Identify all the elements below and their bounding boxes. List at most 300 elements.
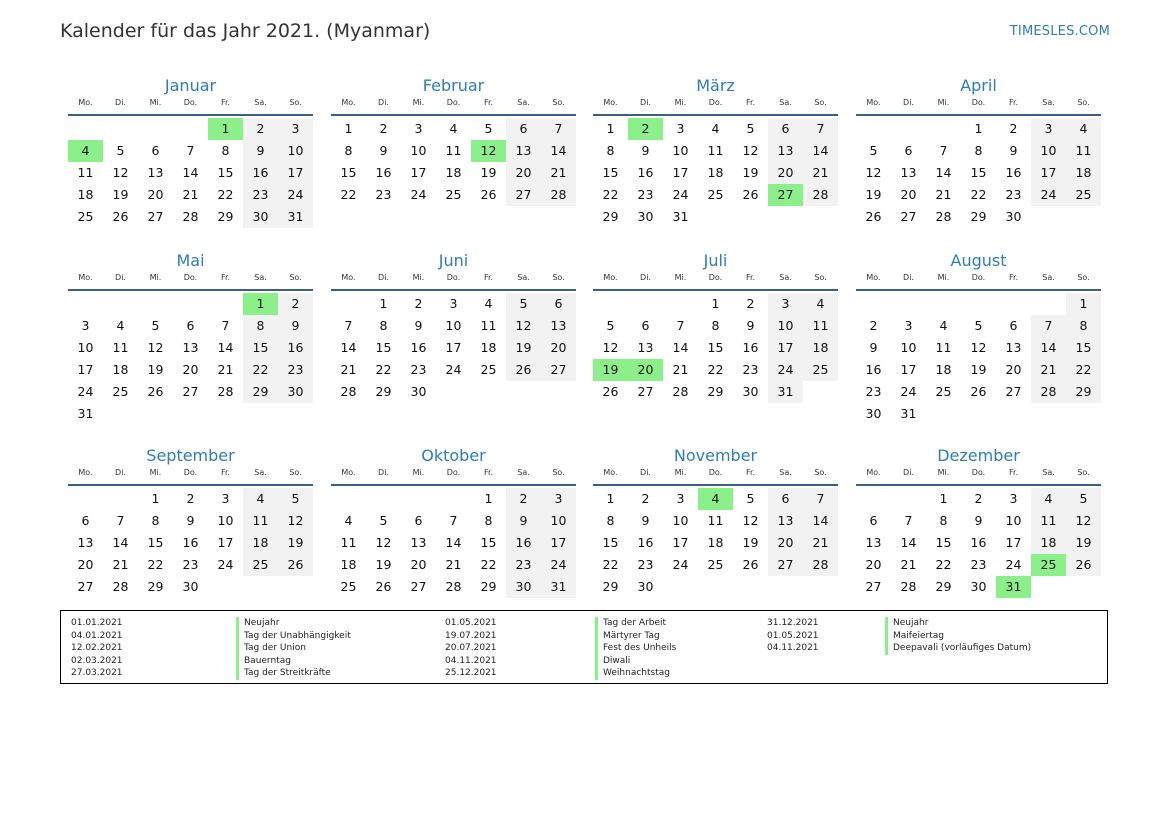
header-rule <box>856 484 1101 486</box>
day-cell: 28 <box>900 579 917 594</box>
day-cell: 16 <box>182 535 199 550</box>
day-cell: 19 <box>112 187 129 202</box>
day-cell: 18 <box>112 362 129 377</box>
week-row <box>856 576 1101 598</box>
day-cell: 8 <box>379 318 388 333</box>
day-cell: 4 <box>68 140 103 162</box>
day-cell: 25 <box>112 384 129 399</box>
day-cell: 6 <box>1009 318 1018 333</box>
weekday-label: So. <box>552 273 565 282</box>
weekday-label: Mo. <box>603 98 618 107</box>
week-row <box>68 510 313 532</box>
legend-row <box>767 617 1097 630</box>
day-cell: 4 <box>711 121 720 136</box>
day-cell: 26 <box>147 384 164 399</box>
legend-row <box>71 617 401 630</box>
week-row <box>856 510 1101 532</box>
week-row <box>331 576 576 598</box>
weekday-header <box>593 467 838 479</box>
weekday-label: So. <box>552 98 565 107</box>
holiday-name: Tag der Arbeit <box>595 617 666 630</box>
day-cell: 30 <box>1005 209 1022 224</box>
day-cell: 2 <box>746 296 755 311</box>
day-cell: 14 <box>672 340 689 355</box>
day-cell: 4 <box>344 513 353 528</box>
week-row <box>856 488 1101 510</box>
day-cell: 17 <box>672 165 689 180</box>
day-cell: 9 <box>869 340 878 355</box>
weekday-label: Do. <box>446 468 461 477</box>
day-cell: 30 <box>865 406 882 421</box>
weekday-label: Sa. <box>1042 98 1055 107</box>
day-cell: 13 <box>865 535 882 550</box>
month-name: Juni <box>438 251 469 270</box>
month-name: November <box>673 446 758 465</box>
day-cell: 20 <box>541 337 576 359</box>
day-cell: 22 <box>935 557 952 572</box>
legend-column <box>767 617 1097 655</box>
day-cell: 20 <box>768 162 803 184</box>
day-cell: 9 <box>1009 143 1018 158</box>
day-cell: 31 <box>278 206 313 228</box>
day-cell: 25 <box>445 187 462 202</box>
day-cell: 1 <box>606 121 615 136</box>
day-cell: 2 <box>974 491 983 506</box>
day-cell: 11 <box>803 315 838 337</box>
day-cell: 18 <box>1066 162 1101 184</box>
day-cell: 19 <box>147 362 164 377</box>
weekday-label: Sa. <box>254 98 267 107</box>
day-cell: 2 <box>186 491 195 506</box>
weekday-label: Fr. <box>483 273 494 282</box>
day-cell: 8 <box>606 513 615 528</box>
day-cell: 8 <box>1066 315 1101 337</box>
empty-cell <box>803 576 838 598</box>
weekday-label: Sa. <box>1042 468 1055 477</box>
day-cell: 24 <box>1005 557 1022 572</box>
weekday-label: Do. <box>183 468 198 477</box>
day-cell: 16 <box>278 337 313 359</box>
day-cell: 31 <box>768 381 803 403</box>
weekday-label: So. <box>1077 273 1090 282</box>
day-cell: 27 <box>77 579 94 594</box>
day-cell: 21 <box>1031 359 1066 381</box>
week-row <box>68 554 313 576</box>
weekday-label: So. <box>289 468 302 477</box>
day-cell: 25 <box>480 362 497 377</box>
day-cell: 10 <box>77 340 94 355</box>
day-cell: 15 <box>602 535 619 550</box>
weekday-label: Mo. <box>78 273 93 282</box>
day-cell: 8 <box>606 143 615 158</box>
day-cell: 17 <box>768 337 803 359</box>
day-cell: 28 <box>672 384 689 399</box>
legend-row <box>445 667 775 680</box>
day-cell: 25 <box>1031 554 1066 576</box>
day-cell: 13 <box>506 140 541 162</box>
day-cell: 22 <box>340 187 357 202</box>
day-cell: 1 <box>208 118 243 140</box>
day-cell: 9 <box>641 513 650 528</box>
day-cell: 18 <box>935 362 952 377</box>
day-cell: 6 <box>151 143 160 158</box>
empty-cell <box>803 206 838 228</box>
day-cell: 25 <box>243 554 278 576</box>
weekday-label: So. <box>1077 98 1090 107</box>
day-cell: 7 <box>1031 315 1066 337</box>
week-row <box>593 576 838 598</box>
day-cell: 4 <box>1066 118 1101 140</box>
empty-cell <box>961 403 996 425</box>
holiday-name: Diwali <box>595 655 630 668</box>
day-cell: 23 <box>1005 187 1022 202</box>
week-row <box>68 184 313 206</box>
day-cell: 6 <box>414 513 423 528</box>
day-cell: 25 <box>77 209 94 224</box>
empty-cell <box>593 293 628 315</box>
day-cell: 25 <box>935 384 952 399</box>
empty-cell <box>436 488 471 510</box>
day-cell: 16 <box>742 340 759 355</box>
weekday-label: Do. <box>446 273 461 282</box>
day-cell: 12 <box>278 510 313 532</box>
day-cell: 2 <box>243 118 278 140</box>
weekday-label: Sa. <box>517 98 530 107</box>
day-cell: 7 <box>344 318 353 333</box>
day-cell: 5 <box>606 318 615 333</box>
day-cell: 20 <box>900 187 917 202</box>
week-row <box>856 532 1101 554</box>
month-name: August <box>950 251 1007 270</box>
day-cell: 3 <box>221 491 230 506</box>
day-cell: 1 <box>243 293 278 315</box>
weekday-label: Di. <box>640 98 651 107</box>
day-cell: 1 <box>484 491 493 506</box>
day-cell: 30 <box>243 206 278 228</box>
day-cell: 27 <box>900 209 917 224</box>
day-cell: 29 <box>480 579 497 594</box>
empty-cell <box>103 118 138 140</box>
day-cell: 2 <box>1009 121 1018 136</box>
day-cell: 5 <box>746 121 755 136</box>
day-cell: 5 <box>278 488 313 510</box>
weekday-header <box>856 467 1101 479</box>
day-cell: 3 <box>768 293 803 315</box>
weekday-label: Fr. <box>483 468 494 477</box>
week-row <box>68 206 313 228</box>
day-cell: 1 <box>974 121 983 136</box>
holiday-date: 01.05.2021 <box>445 618 497 628</box>
day-cell: 3 <box>81 318 90 333</box>
weekday-header <box>331 97 576 109</box>
weekday-label: Mo. <box>78 98 93 107</box>
day-cell: 23 <box>182 557 199 572</box>
day-cell: 20 <box>628 359 663 381</box>
day-cell: 26 <box>480 187 497 202</box>
weekday-label: Sa. <box>517 468 530 477</box>
day-cell: 3 <box>278 118 313 140</box>
day-cell: 27 <box>147 209 164 224</box>
holiday-date: 19.07.2021 <box>445 630 497 641</box>
empty-cell <box>856 488 891 510</box>
weekday-label: Mi. <box>149 468 162 477</box>
day-cell: 7 <box>803 118 838 140</box>
empty-cell <box>331 488 366 510</box>
weekday-label: Sa. <box>779 468 792 477</box>
day-cell: 6 <box>541 293 576 315</box>
weekday-label: Di. <box>640 468 651 477</box>
day-cell: 16 <box>243 162 278 184</box>
weekday-label: So. <box>289 98 302 107</box>
day-cell: 24 <box>768 359 803 381</box>
day-cell: 12 <box>506 315 541 337</box>
day-cell: 18 <box>340 557 357 572</box>
month-name: Mai <box>176 251 205 270</box>
empty-cell <box>768 206 803 228</box>
day-cell: 16 <box>506 532 541 554</box>
weekday-label: Do. <box>183 98 198 107</box>
weekday-label: Mo. <box>866 98 881 107</box>
empty-cell <box>278 403 313 425</box>
weekday-label: So. <box>814 98 827 107</box>
week-row <box>856 293 1101 315</box>
day-cell: 11 <box>112 340 129 355</box>
day-cell: 29 <box>147 579 164 594</box>
day-cell: 17 <box>541 532 576 554</box>
weekday-label: Sa. <box>517 273 530 282</box>
day-cell: 23 <box>637 557 654 572</box>
day-cell: 13 <box>147 165 164 180</box>
day-cell: 28 <box>217 384 234 399</box>
holiday-date: 01.05.2021 <box>767 630 819 641</box>
weekday-label: Sa. <box>1042 273 1055 282</box>
month-name: Dezember <box>937 446 1020 465</box>
empty-cell <box>926 403 961 425</box>
holiday-legend <box>60 610 1108 684</box>
day-cell: 12 <box>602 340 619 355</box>
day-cell: 27 <box>768 554 803 576</box>
week-row <box>68 140 313 162</box>
empty-cell <box>733 576 768 598</box>
day-cell: 23 <box>243 184 278 206</box>
day-cell: 9 <box>278 315 313 337</box>
holiday-date: 04.01.2021 <box>71 630 123 641</box>
month-juni <box>331 249 576 403</box>
empty-cell <box>103 293 138 315</box>
day-cell: 6 <box>81 513 90 528</box>
day-cell: 27 <box>865 579 882 594</box>
day-cell: 11 <box>340 535 357 550</box>
week-row <box>68 488 313 510</box>
day-cell: 14 <box>935 165 952 180</box>
week-row <box>331 359 576 381</box>
weekday-label: Mo. <box>866 273 881 282</box>
holiday-date: 02.03.2021 <box>71 655 123 666</box>
day-cell: 6 <box>186 318 195 333</box>
day-cell: 13 <box>410 535 427 550</box>
empty-cell <box>698 206 733 228</box>
day-cell: 11 <box>707 513 724 528</box>
month-name: März <box>696 76 735 95</box>
day-cell: 13 <box>768 510 803 532</box>
header-rule <box>593 114 838 116</box>
day-cell: 28 <box>803 184 838 206</box>
day-cell: 31 <box>541 576 576 598</box>
day-cell: 3 <box>414 121 423 136</box>
day-cell: 7 <box>939 143 948 158</box>
day-cell: 2 <box>379 121 388 136</box>
day-cell: 3 <box>676 491 685 506</box>
day-cell: 25 <box>707 187 724 202</box>
day-cell: 15 <box>935 535 952 550</box>
holiday-name: Bauerntag <box>236 655 291 668</box>
day-cell: 17 <box>278 162 313 184</box>
week-row <box>68 293 313 315</box>
holiday-date: 01.01.2021 <box>71 618 123 628</box>
day-cell: 30 <box>410 384 427 399</box>
holiday-name: Neujahr <box>885 617 928 630</box>
day-cell: 2 <box>506 488 541 510</box>
weekday-label: Mi. <box>149 273 162 282</box>
weekday-header <box>68 97 313 109</box>
empty-cell <box>1031 576 1066 598</box>
week-row <box>331 118 576 140</box>
day-cell: 29 <box>707 384 724 399</box>
week-row <box>593 532 838 554</box>
day-cell: 9 <box>186 513 195 528</box>
week-row <box>68 381 313 403</box>
empty-cell <box>103 488 138 510</box>
week-row <box>68 576 313 598</box>
day-cell: 24 <box>410 187 427 202</box>
week-row <box>593 337 838 359</box>
empty-cell <box>331 293 366 315</box>
day-cell: 9 <box>746 318 755 333</box>
holiday-name: Märtyrer Tag <box>595 630 660 643</box>
month-name: Juli <box>703 251 728 270</box>
legend-row <box>445 617 775 630</box>
day-cell: 29 <box>243 381 278 403</box>
empty-cell <box>541 381 576 403</box>
week-row <box>593 510 838 532</box>
day-cell: 2 <box>869 318 878 333</box>
day-cell: 19 <box>375 557 392 572</box>
month-dezember <box>856 444 1101 598</box>
week-row <box>593 162 838 184</box>
day-cell: 12 <box>865 165 882 180</box>
day-cell: 12 <box>112 165 129 180</box>
empty-cell <box>856 118 891 140</box>
day-cell: 2 <box>628 118 663 140</box>
day-cell: 18 <box>707 535 724 550</box>
day-cell: 1 <box>939 491 948 506</box>
day-cell: 9 <box>243 140 278 162</box>
day-cell: 10 <box>672 143 689 158</box>
day-cell: 1 <box>151 491 160 506</box>
day-cell: 23 <box>375 187 392 202</box>
weekday-label: Di. <box>903 273 914 282</box>
day-cell: 23 <box>865 384 882 399</box>
day-cell: 22 <box>707 362 724 377</box>
day-cell: 31 <box>77 406 94 421</box>
day-cell: 19 <box>506 337 541 359</box>
day-cell: 26 <box>278 554 313 576</box>
weekday-label: Mi. <box>937 273 950 282</box>
weekday-label: Mo. <box>341 98 356 107</box>
day-cell: 1 <box>344 121 353 136</box>
day-cell: 7 <box>449 513 458 528</box>
day-cell: 22 <box>243 359 278 381</box>
day-cell: 15 <box>217 165 234 180</box>
day-cell: 10 <box>217 513 234 528</box>
empty-cell <box>68 488 103 510</box>
day-cell: 2 <box>641 491 650 506</box>
day-cell: 7 <box>221 318 230 333</box>
empty-cell <box>208 293 243 315</box>
header-rule <box>856 289 1101 291</box>
week-row <box>331 554 576 576</box>
site-link[interactable]: TIMESLES.COM <box>1009 24 1110 39</box>
day-cell: 10 <box>445 318 462 333</box>
day-cell: 3 <box>1009 491 1018 506</box>
day-cell: 9 <box>506 510 541 532</box>
day-cell: 27 <box>1005 384 1022 399</box>
day-cell: 14 <box>182 165 199 180</box>
day-cell: 4 <box>803 293 838 315</box>
holiday-date: 31.12.2021 <box>767 618 819 628</box>
day-cell: 21 <box>803 162 838 184</box>
empty-cell <box>138 293 173 315</box>
day-cell: 25 <box>707 557 724 572</box>
day-cell: 6 <box>768 488 803 510</box>
day-cell: 8 <box>243 315 278 337</box>
day-cell: 27 <box>541 359 576 381</box>
weekday-header <box>593 272 838 284</box>
day-cell: 31 <box>996 576 1031 598</box>
day-cell: 30 <box>637 209 654 224</box>
weekday-label: So. <box>289 273 302 282</box>
day-cell: 23 <box>506 554 541 576</box>
day-cell: 10 <box>278 140 313 162</box>
day-cell: 21 <box>217 362 234 377</box>
week-row <box>856 315 1101 337</box>
day-cell: 3 <box>449 296 458 311</box>
day-cell: 11 <box>480 318 497 333</box>
legend-row <box>767 630 1097 643</box>
empty-cell <box>68 293 103 315</box>
day-cell: 21 <box>445 557 462 572</box>
holiday-name: Maifeiertag <box>885 630 944 643</box>
day-cell: 21 <box>900 557 917 572</box>
week-row <box>856 381 1101 403</box>
weekday-label: Di. <box>903 98 914 107</box>
day-cell: 14 <box>217 340 234 355</box>
day-cell: 26 <box>1066 554 1101 576</box>
day-cell: 27 <box>410 579 427 594</box>
week-row <box>593 554 838 576</box>
day-cell: 20 <box>865 557 882 572</box>
empty-cell <box>138 118 173 140</box>
day-cell: 9 <box>414 318 423 333</box>
empty-cell <box>996 293 1031 315</box>
day-cell: 26 <box>970 384 987 399</box>
empty-cell <box>891 488 926 510</box>
month-name: September <box>146 446 235 465</box>
empty-cell <box>663 293 698 315</box>
day-cell: 15 <box>1066 337 1101 359</box>
day-cell: 20 <box>1005 362 1022 377</box>
weekday-label: Fr. <box>745 468 756 477</box>
